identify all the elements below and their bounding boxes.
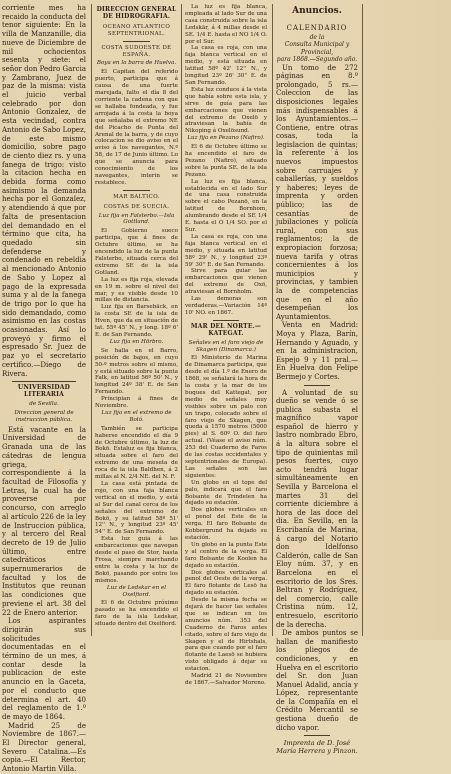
university-heading: UNIVERSIDAD LITERARIA: [17, 384, 71, 399]
ledskar-house-paragraph: La casa es roja, con una faja blanca vertical en el medio, y está situada en latitud 58º 42' 12'' N., y longitud 23º 26' 30'' E. de San Fernando.: [185, 45, 267, 86]
calendar-subtitle: Consulta Municipal y Provincial,: [284, 41, 350, 56]
ledskar-heading: Luz de Ledskar en el Oxelfiord.: [106, 584, 167, 598]
signal-3-paragraph: Un globo en la punta Este y al centro de la verga. El faro Bolsante de Koolen ha dejado su estación.: [185, 541, 267, 569]
pezano-light-paragraph: La luz es fija blanca, establecida en el lado Sur de una casa construida sobre el cabo Pezanö, en la latitud de Bornhom, alumbrando desde el SE 1/4 E. hasta el O 1/4 SO. por el Sur.: [185, 178, 267, 233]
divider: [304, 735, 330, 736]
divider: [304, 385, 330, 386]
signature-paragraph: Madrid 25 de Noviembre de 1867.—El Director general, Severo Catalina.—Es copia.—El Rector, Antonio Martin Villa.: [2, 721, 86, 774]
divider: [12, 381, 76, 382]
pezano-guide-paragraph: Sirve para guiar las embarcaciones que vienen del extremo de Oxö, atraviesan el Bornholm.: [185, 268, 267, 296]
calendar-of-label: de la: [309, 33, 325, 41]
north-sea-heading: MAR DEL NORTE.—KATEGAT.: [190, 322, 262, 337]
horbro-heading: Luz fija en Hörbro.: [109, 338, 164, 345]
steamer-sale-paragraph: A voluntad de su dueño se vende ó se publica subasta el magnífico vapor español de hierro y lastro nombrado Ebro, á la altura sobre el tipo de quinientas mil pesos fuertes, cuyo acto tendrá lugar simultáneamente en Sevilla y Barcelona el martes 31 del corriente diciembre á hora de las doce del dia. En Sevilla, en la Escribanía de Marina, á cargo del Notario don Idelfonso Calderón, calle de San Eloy núm. 37, y en Barcelona en el escritorio de los Sres. Beltran y Rodríguez, del comercio, calle Cristina núm. 12, entresuelo, escritorio de la derecha.: [276, 388, 358, 629]
falsterbo-heading: Luz fija en Falsterbo.—Isla Gottland.: [98, 212, 175, 226]
variation-paragraph: Las demoras son verdaderas.—Variación 14º 10' NO. en 1867.: [185, 296, 267, 316]
pezano-heading: Luz fija en Pezano (Nafiro).: [187, 135, 265, 142]
signal-4-paragraph: Dos globos verticales al penol del Oeste de la verga. El faro flotante de Lesö ha dejado su estación.: [185, 569, 267, 597]
announcements-heading: Anuncios.: [292, 6, 342, 16]
university-subheading: de Sevilla.: [29, 401, 59, 408]
signal-5-paragraph: Desde la misma fecha se dejará de hacer las señales que se indican en los anuncios núm. 353 del Cuaderno de Faros antes citado, sobre el faro viejo de Skagen y el de Hirtshals, para que cuando por el faro flotante de Laesö se hubiera visto obligado á dejar su estacion.: [185, 597, 267, 673]
november-paragraph: Principian á fines de Noviembre.: [95, 396, 178, 410]
signal-2-paragraph: Dos globos verticales en el penol del Este de la verga. El faro Bolsante de Kobbergrund ha dejado su estación.: [185, 507, 267, 541]
bolo-heading: Luz fija en el extremo de Boló.: [101, 409, 172, 423]
column-rule: [181, 4, 182, 636]
pezano-house-paragraph: La casa es roja, con una faja blanca vertical en el medio, y situada en latitud 58º 29' N., y longitud 23º 59' 30'' E. de San Fernando.: [185, 233, 267, 268]
barseback-paragraph: Luz fija en Barsebäck, en la costa SE de la isla de Hven, que da en situación de lat. 55º 45' N., y long. 18º 6' E. de San Fernando.: [95, 304, 178, 338]
skagen-heading: Señales en el faro viejo de Skagen (Dinamarca.): [188, 339, 264, 353]
ledskar-paragraph: El 6 de Octubre próximo pasado se ha encendido el faro de la isla Ledskar, situado dentro del Oxelfiord.: [95, 600, 178, 628]
calendar-year: para 1868.—Segundo año.: [276, 56, 358, 64]
applicants-paragraph: Los aspirantes dirigirán sus solicitudes documentadas en el término de un mes, á contar desde la publicacion de este anuncio en la Gaceta, por el conducto que determina el art. 40 del reglamento de 1.º de mayo de 1864.: [2, 617, 86, 721]
column-3: [185, 4, 268, 686]
atlantic-heading: OCEANO ATLANTICO SEPTENTRIONAL.: [102, 23, 171, 37]
column-rule: [272, 4, 273, 636]
pezano-paragraph: El 6 de Octubre último se ha encendido el faro de Pezano (Nafiro), situado sobre la punta SE. de la isla Pezano.: [185, 144, 267, 178]
madrid-signature: Madrid 21 de Noviembre de 1867.—Salvador Moreno.: [185, 673, 267, 686]
column-4: [276, 4, 358, 756]
buoy-heading: Boya en la barra de Huelva.: [96, 60, 177, 67]
divider: [213, 320, 239, 321]
house-paragraph: La casa está pintada de rojo, con una faja blanca vertical en el medio, y está al Sur del canal cerca de los señales del extremo de Bokö, y su latitud 58º 51' 12'' N., y longitud 23º 45' 54'' E. de San Fernando.: [95, 481, 178, 536]
skagen-paragraph: El Ministerio de Marina de Dinamarca participa, que desde el día 1.º de Enero de 1868, se señalará la hora de la costa y la mar de los buques del Kattegat, por medio de señales muy visibles sobre un palo con un trapo, colocado sobre el faro viejo de Skagen, que queda á 1570 metros (5000 pies) al S. 60º O. del faro actual. (Véase el aviso núm. 253 del Cuaderno de Faros de las costas occidentales y septentrionales de Europa). Las señales son las siguientes:: [185, 355, 267, 479]
column-rule: [91, 4, 92, 636]
ledskar-guide-paragraph: Esta luz conduce á la vista que había sobre esta isla, y sirve de guía para las embarcaciones que vienen del extremo de Oxelö y atraviesan la bahía de Nikoping á Oxelösund.: [185, 86, 267, 135]
horbro-paragraph: Se halla en el Barro, posición de bajos, en cuyo 50-º metros sobre el mismo, y está situado sobre la punta Falk, en latitud 56º 50' N., y longitud 24º 38' E. de San Fernando.: [95, 347, 178, 396]
sweden-paragraph: El Gobierno sueco participa, que á fines de Octubre último, se ha encendido la luz de la punta Falsterbo, situada cerca del extremo SE de la isla Gotland.: [95, 228, 178, 276]
sweden-heading: COSTAS DE SUECIA.: [103, 203, 170, 210]
buoy-paragraph: El Capitan del referido puerto, participa que á causa de una fuerte marejada, falto el día 8 del corriente la cadena con que se hallaba fondeada, y fue arrojada á la costa la boya que señalaba el extremo NE del Picacho de Punta del Arenal de la barra, y de cuyo colocacion se dio aviso en el aviso á los navegantes, N.º 58, de 17 de Junio último. Lo que se anuncia para conocimiento de los navegantes, interin se restablece.: [95, 69, 178, 186]
printer-imprint: Imprenta de D. José María Herrera y Pinzon.: [276, 739, 358, 756]
divider: [123, 190, 150, 191]
light-paragraph: La luz es fija roja, elevada en 19 m. sobre el nivel del mar, y es visible desde 10 millas de distancia.: [95, 276, 178, 304]
direction-heading: Direccion general de instruccion pública.: [14, 409, 74, 423]
column-2: [95, 4, 178, 636]
column-1: [2, 4, 86, 774]
vacancy-paragraph: Está vacante en la Universidad de Granada una de las cátedras de lengua griega, correspondiente á la facultad de Filosofía y Letras, la cual ha de proveerse por concurso, con arreglo al artículo 226 de la ley de Instruccion pública, y al tercero del Real decreto de 19 de Julio último, entre catedráticos supernumerarios de facultad y los de Institutos que reunan las condiciones que previene el art. 38 del 22 de Enero anterior.: [2, 425, 86, 617]
court-ruling-text: corriente mes ha recaido la conducta del tenor siguiente: En la villa de Manzanille, dia nueve de Diciembre de mil ochocientos sesenta y siete: el señor don Pedro Garcia y Zambrano, Juez de paz de la misma: vista el juicio verbal celebrado por don Antonio Gonzalez, de esta vecindad, contra Antonio de Sabo Lopez, de este mismo domicilio, sobre pago de ciento diez rs. y una fanega de trigo: visto la citacion hecha en debida forma como asimismo la demanda hecha por el Gonzalez, y atendiendo á que por falta de presentacion del demandado en el término que cita, ha quedado sin defenderse y condenado en rebeldia al mencionado Antonio de Sabo y Lopez al pago de la expresada suma y al de la fanega de trigo por lo que ha sido demandado, como asimismo en las costas ocasionadas. Así lo proveyó y firmo el espresado Sr. Juez de paz yo el secretario certifico.—Diego de Rivera.: [2, 4, 86, 378]
bolo-paragraph: También se participa haberse encendido el día 9 de Octubre último, la luz de Bokö. Estaluz es fija blanca, situada sobre el faro del extremo de una meseta de roca de la isla Baldhen, á 2 millas al N. 2/4 NE. del N. F.: [95, 425, 178, 481]
signal-1-paragraph: Un globo en el tope del palo, indicará que el faro Bolsante de Trindelen ha dejado su estación.: [185, 479, 267, 507]
ledskar-light-paragraph: La luz es fija blanca, empleada al lado Sur de una casa construida sobre la isla Ledskär, á 4 millas desde el SE. 1/4 E. hasta el NO 1/4 O. por el Sur.: [185, 4, 268, 45]
calendar-heading: CALENDARIO: [286, 24, 348, 32]
column-rule: [362, 4, 363, 636]
guide-paragraph: Esta luz guia á las embarcaciones que navegan desde el paso de Stor, hasta Frosa, siempre marchando entre la costa y la luz de Bokö, pasando por entre los mismos.: [95, 536, 178, 584]
sales-points: Venta en Madrid: Moya y Plaza, Barín, Hernando y Aguado, y en la administracion, Espejo 9 y 11 pral.—En Huelva don Felipe Bermejo y Cortes.: [276, 321, 358, 381]
divider: [123, 41, 150, 42]
conditions-paragraph: De ambos puntos se hallan de manifiesto los pliegos de condiciones, y en Huelva en el escritorio del Sr. don Juan Manuel Adalid, ancía y López, representante de la Compañía en el Crédito Mercantil se gestiona dueño de dicho vapor.: [276, 629, 358, 732]
hydrography-heading: DIRECCION GENERAL DE HIDROGRAFIA.: [96, 6, 177, 20]
calendar-description: Un tomo de 272 páginas en 8.º prolongado, 5 rs.—Coleccion de las disposiciones legales más indispensables á los Ayuntamientos.—Contiene, entre otras cosas, toda la legislacion de quintas; la referente á los nuevos impuestos sobre carruajes y caballerías, y sueldos y haberes; leyes de imprenta y orden público; las de cesantías de jubilaciones y policía rural, con sus reglamentos; la de expropiacion forzosa; nueva tarifa y otras concernientes á los municipios y provincias, y tambien la de competencias que en el año desempeñan los Ayuntamientos.: [276, 63, 358, 321]
baltic-heading: MAR BALTICO.: [113, 193, 160, 200]
coast-heading: COSTA SUDOESTE DE ESPAÑA.: [101, 44, 172, 58]
